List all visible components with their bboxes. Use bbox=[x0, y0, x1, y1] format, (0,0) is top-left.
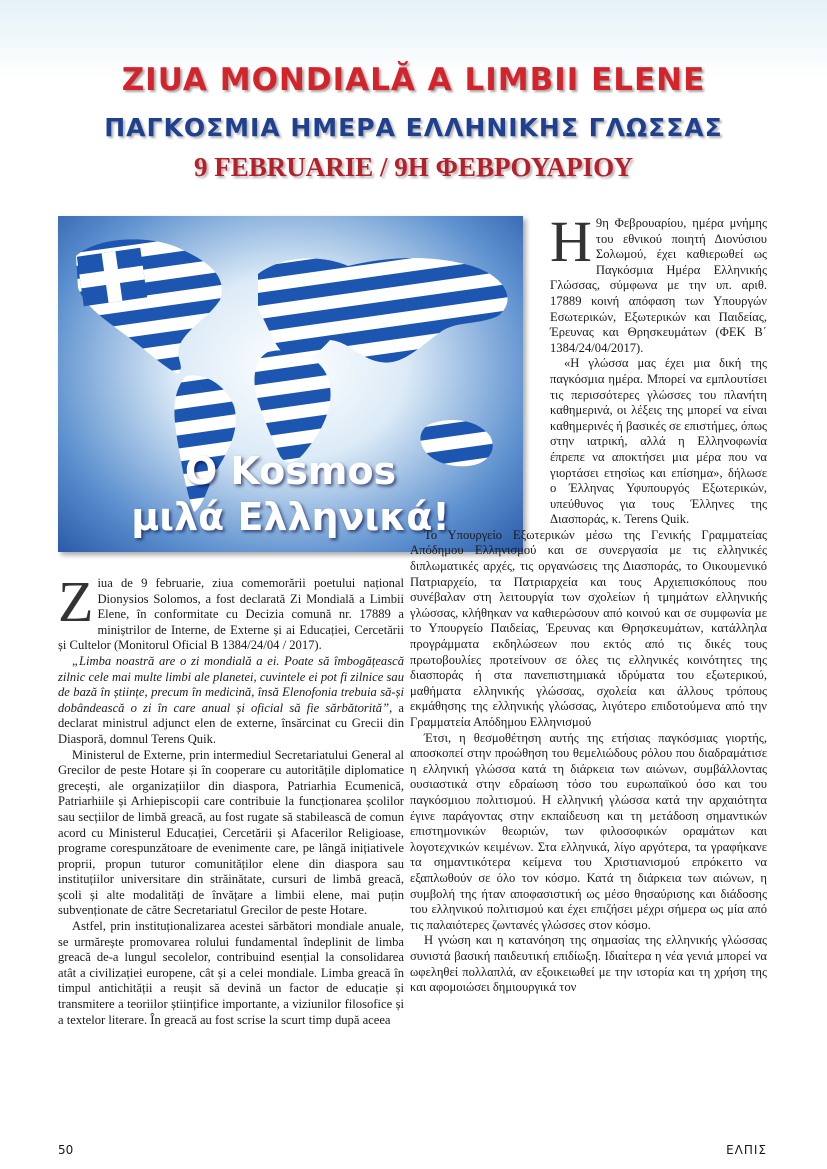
date-line: 9 FEBRUARIE / 9Η ΦΕΒΡΟΥΑΡΙΟΥ bbox=[194, 152, 633, 182]
magazine-name: ΕΛΠΙΣ bbox=[726, 1143, 767, 1157]
greek-paragraph-1: Η 9η Φεβρουαρίου, ημέρα μνήμης του εθνικού ποιητή Διονύσιου Σολωμού, έχει καθιερωθεί ως Παγκόσμια Ημέρα Ελληνικής Γλώσσας, σύμφωνα με την υπ. αριθ. 17889 κοινή απόφαση των Υπουργών Εσωτερικών, Εξωτερικών και Παιδείας, Έρευνας και Θρησκευμάτων (ΦΕΚ Β΄ 1384/24/04/2017). bbox=[550, 209, 767, 355]
page-number: 50 bbox=[58, 1143, 74, 1157]
title-greek: ΠΑΓΚΟΣΜΙΑ ΗΜΕΡΑ ΕΛΛΗΝΙΚΗΣ ΓΛΩΣΣΑΣ bbox=[104, 113, 723, 142]
title-romanian: ZIUA MONDIALĂ A LIMBII ELENE bbox=[121, 62, 706, 98]
romanian-paragraph-3: Ministerul de Externe, prin intermediul Secretariatului General al Grecilor de peste Hotare și în cooperare cu autoritățile diplomatice grecești, ale organizațiilor din diaspora, Patriarhia Ecumenică, Patriarhiile și Arhiepiscopii care contribuie la funcționarea școlilor sau secțiilor de limbă greacă, au fost rugate să stabilească de comun acord cu Ministerul Educației, Cercetării și Afacerilor Religioase, programe corespunzătoare de evenimente care, pe lângă inițiativele proprii, propun tuturor comunităților elene din diaspora sau instituțiilor universitare din străinătate, cursuri de limbă greacă, școli și alte modalități de învățare a limbii elene, mai puțin subvenționate de către Secretariatul Grecilor de peste Hotare. bbox=[58, 747, 404, 918]
drop-cap-eta: Η bbox=[550, 209, 592, 274]
romanian-paragraph-1: Ziua de 9 februarie, ziua comemorării poetului național Dionysios Solomos, a fost declarată Zi Mondială a Limbii Elene, în conformitate cu Decizia comună nr. 17889 a miniștrilor de Interne, de Externe și ai Educației, Cercetării și Cultelor (Monitorul Oficial B 1384/24/04 / 2017). bbox=[58, 569, 404, 653]
image-caption-line1: O Kosmos bbox=[184, 449, 397, 493]
greek-paragraph-2: «Η γλώσσα μας έχει μια δική της παγκόσμια ημέρα. Μπορεί να εμπλουτίσει τις περισσότερες γλώσσες του πλανήτη καθημερινά, οι λέξεις της μπορεί να είναι καθημερινές ή βασικές σε επιστήμες, όπως στην ιατρική, αλλά η Ελληνοφωνία έπρεπε να αποκτήσει μια μέρα που να γιορτάσει ετησίως και επίσημα», δήλωσε ο Έλληνας Υφυπουργός Εξωτερικών, υπεύθυνος για τους Έλληνες της Διασποράς, κ. Terens Quik. bbox=[550, 356, 767, 527]
greek-paragraph-3: Το Υπουργείο Εξωτερικών μέσω της Γενικής Γραμματείας Απόδημου Ελληνισμού και σε συνεργασία με τις ελληνικές διπλωματικές αρχές, τις οργανώσεις της Διασποράς, το Οικουμενικό Πατριαρχείο, τα Πατριαρχεία και τους Αρχιεπισκόπους που συνέβαλαν στη λειτουργία των σχολείων ή τμημάτων ελληνικής γλώσσας, κλήθηκαν να καθιερώσουν από κοινού και σε συμφωνία με το Υπουργείο Παιδείας, Έρευνας και Θρησκευμάτων, κατάλληλα προγράμματα εκδηλώσεων που εκτός από τις δικές τους πρωτοβουλίες προτείνουν σε όλες τις ελληνικές κοινότητες της διασποράς ή στα πανεπιστημιακά ιδρύματα του εξωτερικού, μαθήματα ελληνικής γλώσσας, σχολεία και άλλους τρόπους εκμάθησης της ελληνικής γλώσσας, λιγότερο επιδοτούμενα από την Γραμματεία Απόδημου Ελληνισμού bbox=[410, 527, 767, 729]
greek-column bbox=[410, 209, 767, 996]
drop-cap-z: Z bbox=[58, 569, 94, 634]
romanian-paragraph-2: „Limba noastră are o zi mondială a ei. Poate să îmbogățească zilnic cele mai multe limbi ale planetei, cuvintele ei pot fi zilnice sau de bază în științe, precum în medicină, însă Elenofonia trebuia să-și dobândească o zi în care anual și oficial să fie sărbătorită”, a declarat ministrul adjunct elen de externe, însărcinat cu Grecii din Diasporă, domnul Terens Quik. bbox=[58, 653, 404, 746]
greek-paragraph-5: Η γνώση και η κατανόηση της σημασίας της ελληνικής γλώσσας συνιστά βασική παιδευτική επιδίωξη. Ιδιαίτερα η νέα γενιά μπορεί να ωφεληθεί πολλαπλά, αν εξοικειωθεί με την ιστορία και τη χρήση της και αφομοιώσει δημιουργικά τον bbox=[410, 933, 767, 995]
greek-paragraph-4: Έτσι, η θεσμοθέτηση αυτής της ετήσιας παγκόσμιας γιορτής, αποσκοπεί στην προώθηση του θεμελιώδους ρόλου που διαδραμάτισε η ελληνική γλώσσα κατά τη διάρκεια των αιώνων, συμβάλλοντας ουσιαστικά στην εδραίωση τόσο του ευρωπαϊκού όσο και του παγκόσμιου πολιτισμού. Η ελληνική γλώσσα κατά την αρχαιότητα έγινε παράγοντας στην εκπαίδευση και τη μετάδοση σημαντικών επιστημονικών θεωριών, των φιλοσοφικών οραμάτων και λογοτεχνικών κειμένων. Στα ελληνικά, λίγο αργότερα, τα γραφήκανε τα σημαντικότερα κείμενα του Χριστιανισμού επρόκειτο να εξαπλωθούν σε όλο τον κόσμο. Κατά τη διάρκεια των αιώνων, η συμβολή της ήταν αποφασιστική ως μέσο θησαύρισης και διάδοσης του ελληνικού πολιτισμού και έχει επιζήσει μέχρι σήμερα ως μία από τις παλαιότερες ζωντανές γλώσσες στον κόσμο. bbox=[410, 730, 767, 932]
image-caption-line2: μιλά Ελληνικά! bbox=[131, 495, 450, 539]
romanian-column bbox=[58, 569, 404, 1028]
romanian-paragraph-4: Astfel, prin instituționalizarea acestei sărbători mondiale anuale, se urmărește promovarea rolului fundamental îndeplinit de limba greacă de-a lungul secolelor, contribuind esențial la consolidarea atât a civilizației europene, cât și a celei mondiale. Limba greacă în timpul antichității a reușit să devină un factor de educație și transmitere a teoriilor științifice importante, a viziunilor filosofice și a textelor literare. În greacă au fost scrise la scurt timp după aceea bbox=[58, 919, 404, 1027]
